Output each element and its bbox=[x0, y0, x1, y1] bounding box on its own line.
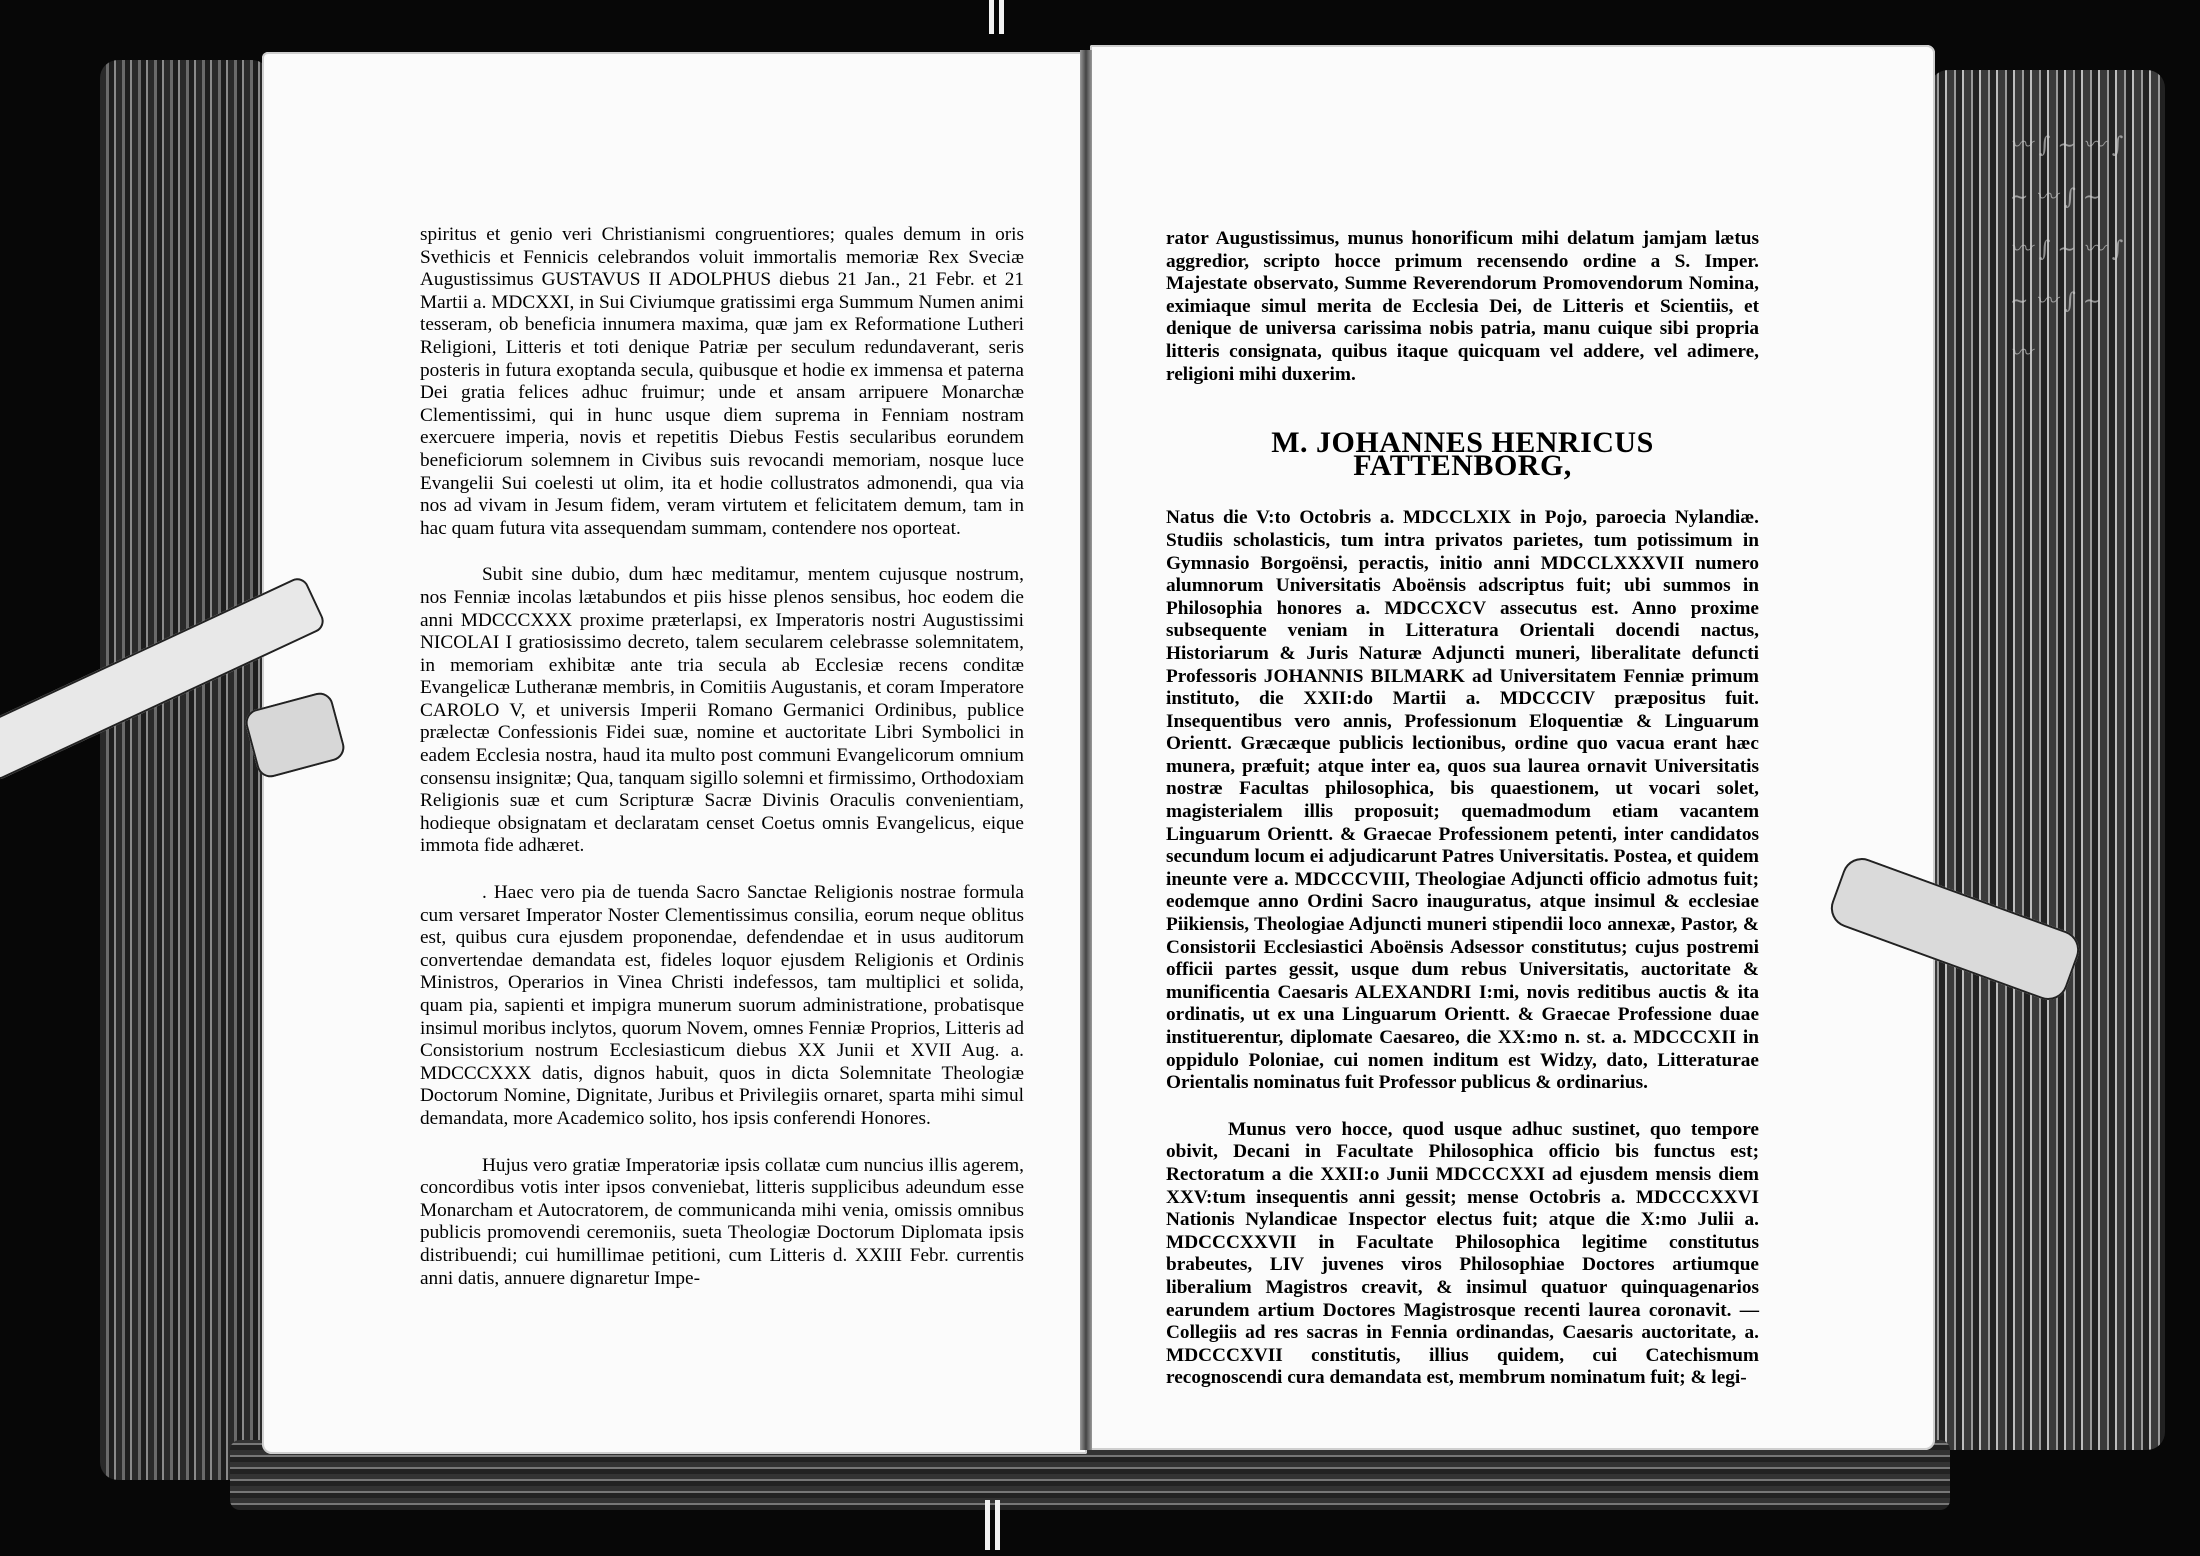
right-paragraph-1: Natus die V:to Octobris a. MDCCLXIX in Pojo, paroecia Nylandiæ. Studiis scholasticis, tum intra privatos parietes, tum potissimum in Gymnasio Borgoënsi, peractis, initio anni MDCCLXXXVII numero alumnorum Universitatis Aboënsis adscriptus fuit; ubi summos in Philosophia honores a. MDCCXCV assecutus est. Anno proxime subsequente veniam in Litteratura Orientali docendi nactus, Historiarum & Juris Naturæ Adjuncti muneri, liberalitate defuncti Professoris JOHANNIS BILMARK ad Universitatem Fenniæ primum instituto, die XXII:do Martii a. MDCCCIV præpositus fuit. Insequentibus vero annis, Professionum Eloquentiæ & Linguarum Orientt. Græcæque publicis lectionibus, ordine quo vacua erant hæc munera, præfuit; atque inter ea, quos sua laurea ornavit Universitatis nostræ Facultas philosophica, bis quaestionem, ut vocari solet, magisterialem illis proposuit; quemadmodum etiam vacantem Linguarum Orientt. & Graecae Professionem petenti, inter candidatos secundum locum ei adjudicarunt Patres Universitatis. Postea, et quidem ineunte vere a. MDCCCVIII, Theologiae Adjuncti officio admotus fuit; eodemque anno Ordini Sacro inauguratus, atque insimul & ecclesiae Piikiensis, Theologiae Adjuncti muneri stipendii loco annexæ, Pastor, & Consistorii Ecclesiastici Aboënsis Adsessor constitutus; cujus postremi officii partes gessit, usque dum rebus Universitatis, auctoritate & munificentia Caesaris ALEXANDRI I:mi, novis reditibus auctis & ita ordinatis, ut ex una Linguarum Orientt. & Graecae Professione duae instituerentur, diplomate Caesareo, die XX:mo n. st. a. MDCCCXII in oppidulo Poloniae, cui nomen inditum est Widzy, dato, Litteraturae Orientalis nominatus fuit Professor publicus & ordinarius. bbox=[1166, 507, 1759, 1094]
right-intro-paragraph: rator Augustissimus, munus honorificum mihi delatum jamjam lætus aggredior, scripto hocce primum recensendo ordine a S. Imper. Majestate observato, Summe Reverendorum Promovendorum Nomina, eximiaque simul merita de Ecclesia Dei, de Litteris et Scientiis, et denique de universa carissima nobis patria, manu cuique sibi propria litteris consignata, quibus itaque quicquam vel addere, vel adimere, religioni mihi duxerim. bbox=[1166, 228, 1759, 385]
left-book-edge bbox=[100, 60, 270, 1480]
left-page-text bbox=[420, 224, 1024, 1290]
section-heading: M. JOHANNES HENRICUS FATTENBORG, bbox=[1271, 426, 1654, 482]
left-paragraph-3: . Haec vero pia de tuenda Sacro Sanctae Religionis nostrae formula cum versaret Imperator Noster Clementissimus consilia, eorum neque oblitus est, quibus cura ejusdem proponendae, defendendae et in usus auditorum convertendae demandata est, fideles loquor ejusdem Religionis et Ordinis Ministros, Operarios in Vinea Christi indefessos, tam multiplici et solida, quam pia, sapienti et impigra munerum suorum administratione, probatisque insimul moribus inclytos, quorum Novem, omnes Fenniæ Proprios, Litteris ad Consistorium nostrum Ecclesiasticum diebus XX Junii et XVII Aug. a. MDCCCXXX datis, dignos habuit, quos in dicta Solemnitate Theologiæ Doctorum Nomine, Dignitate, Juribus et Privilegiis ornaret, sparta mihi simul demandata, more Academico solito, hos ipsis conferendi Honores. bbox=[420, 882, 1024, 1129]
right-paragraph-2: Munus vero hocce, quod usque adhuc sustinet, quo tempore obivit, Decani in Facultate Philosophica officio bis functus est; Rectoratum a die XXII:o Junii MDCCCXXI ad ejusdem mensis diem XXV:tum insequentis anni gessit; mense Octobris a. MDCCCXXVI Nationis Nylandicae Inspector electus fuit; atque die X:mo Julii a. MDCCCXXVII in Facultate Philosophica legitime constitutus brabeutes, LIV juvenes viros Philosophiae Doctores artiumque liberalium Magistros creavit, & insimul quatuor quinquagenarios earundem artium Doctores Magistrosque recenti laurea coronavit. — Collegiis ad res sacras in Fennia ordinandas, Caesaris auctoritate, a. MDCCCXVII constitutis, illius quidem, cui Catechismum recognoscendi cura demandata est, membrum nominatum fuit; & legi- bbox=[1166, 1118, 1759, 1389]
page-gutter bbox=[1080, 50, 1092, 1450]
top-scan-marker bbox=[989, 0, 1011, 34]
bottom-scan-marker bbox=[985, 1500, 1007, 1550]
right-page-text bbox=[1166, 228, 1759, 1390]
left-paragraph-1: spiritus et genio veri Christianismi congruentiores; quales demum in oris Svethicis et Fennicis celebrandos voluit immortalis memoriæ Rex Sveciæ Augustissimus GUSTAVUS II ADOLPHUS diebus 21 Jan., 21 Febr. et 21 Martii a. MDCXXI, in Sui Civiumque gratissimi erga Summum Numen animi tesseram, ob beneficia innumera maxima, quæ jam ex Reformatione Lutheri Religioni, Litteris et toti denique Patriæ per seculum redundaverant, seris posteris in futura exoptanda secula, quibusque et hodie ex immensa et paterna Dei gratia felices adhuc fruimur; unde et ansam arripuere Monarchæ Clementissimi, qui in hunc usque diem suprema in Fenniam nostram exercuere imperia, novis et repetitis Diebus Festis secularibus eorundem beneficiorum solemnem in Civibus suis revocandi memoriam, nosque luce Evangelii Sui coelesti ut olim, ita et hodie collustratos admonendi, qua via nos ad vivam in Jesum fidem, veram virtutem et felicitatem demum, tam in hac quam futura vita assequendam summam, contendere nos oporteat. bbox=[420, 224, 1024, 539]
left-paragraph-4: Hujus vero gratiæ Imperatoriæ ipsis collatæ cum nuncius illis agerem, concordibus votis inter ipsos conveniebat, litteris supplicibus adeundum esse Monarcham et Autocratorem, de communicanda mihi venia, omissis omnibus publicis promovendi ceremoniis, sueta Theologiæ Doctorum Diplomata ipsis distribuendi; cui humillimae petitioni, cum Litteris d. XXIII Febr. currentis anni datis, annuere dignaretur Impe- bbox=[420, 1154, 1024, 1289]
left-paragraph-2: Subit sine dubio, dum hæc meditamur, mentem cujusque nostrum, nos Fenniæ incolas lætabundos et piis hisse plenos sensibus, hoc eodem die anni MDCCCXXX proxime præterlapsi, ex Imperatoris nostri Augustissimi NICOLAI I gratiosissimo decreto, talem secularem celebrasse solemnitatem, in memoriam exhibitæ ante tria secula ab Ecclesiæ recens conditæ Evangelicæ Lutheranæ membris, in Comitiis Augustanis, et coram Imperatore CAROLO V, et universis Imperii Romano Germanici Ordinibus, publice prælectæ Confessionis Fidei suæ, nomine et auctoritate Libri Symbolici in eadem Ecclesia nostra, haud ita multo post communi Evangelicorum omnium consensu insignitæ; Qua, tanquam sigillo solemni et firmissimo, Orthodoxiam Religionis suæ et cum Scripturæ Sacræ Divinis Oraculis convenientiam, hodieque obsignatam et declaratam censet Coetus omnis Evangelicus, eique immota fide adhæret. bbox=[420, 564, 1024, 857]
margin-handwriting: 〰 ∫ ∼ 〰 ∫ ∼ 〰 ∫ ∼ 〰 ∫ ∼ 〰 ∫ ∼ 〰 ∫ ∼ 〰 bbox=[2010, 133, 2124, 366]
